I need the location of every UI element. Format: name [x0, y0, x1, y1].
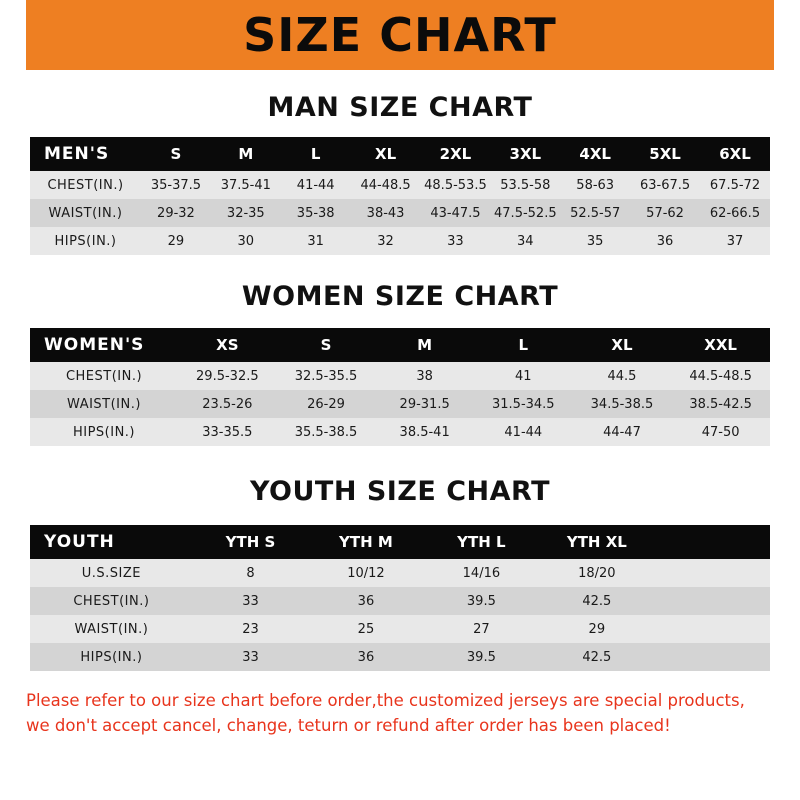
- man-col-8: 6XL: [700, 137, 770, 171]
- man-row-1-label: WAIST(IN.): [30, 199, 141, 227]
- table-row: [30, 390, 770, 418]
- man-r2-c3: 32: [351, 227, 421, 255]
- man-r2-c8: 37: [700, 227, 770, 255]
- man-r2-c2: 31: [281, 227, 351, 255]
- man-r2-c1: 30: [211, 227, 281, 255]
- man-col-6: 4XL: [560, 137, 630, 171]
- note-line-2: we don't accept cancel, change, teturn or refund after order has been placed!: [26, 715, 671, 735]
- man-size-table: [30, 137, 770, 255]
- man-col-3: XL: [351, 137, 421, 171]
- women-r2-c0: 33-35.5: [178, 418, 277, 446]
- women-r2-c2: 38.5-41: [375, 418, 474, 446]
- women-col-2: M: [375, 328, 474, 362]
- man-r1-c3: 38-43: [351, 199, 421, 227]
- women-table-wrap: [0, 328, 800, 446]
- page-title: SIZE CHART: [243, 8, 557, 62]
- women-r1-c4: 34.5-38.5: [573, 390, 672, 418]
- man-r1-c5: 47.5-52.5: [490, 199, 560, 227]
- man-r2-c6: 35: [560, 227, 630, 255]
- women-r0-c5: 44.5-48.5: [671, 362, 770, 390]
- youth-r2-c1: 25: [308, 615, 423, 643]
- women-row-0-label: CHEST(IN.): [30, 362, 178, 390]
- man-r0-c8: 67.5-72: [700, 171, 770, 199]
- table-row: [30, 418, 770, 446]
- youth-col-3: YTH XL: [539, 525, 654, 559]
- women-r0-c4: 44.5: [573, 362, 672, 390]
- man-r2-c7: 36: [630, 227, 700, 255]
- youth-r2-c3: 29: [539, 615, 654, 643]
- women-r1-c1: 26-29: [277, 390, 376, 418]
- man-r1-c6: 52.5-57: [560, 199, 630, 227]
- table-row: [30, 615, 770, 643]
- youth-corner-label: YOUTH: [30, 525, 193, 559]
- man-section-title: MAN SIZE CHART: [267, 92, 533, 123]
- note-line-1: Please refer to our size chart before order,the customized jerseys are special products,: [26, 691, 745, 710]
- table-header-row: [30, 137, 770, 171]
- women-col-5: XXL: [671, 328, 770, 362]
- youth-r1-c-blank: [655, 587, 770, 615]
- man-row-2-label: HIPS(IN.): [30, 227, 141, 255]
- women-r1-c2: 29-31.5: [375, 390, 474, 418]
- youth-r3-c0: 33: [193, 643, 308, 671]
- man-r1-c1: 32-35: [211, 199, 281, 227]
- women-r1-c3: 31.5-34.5: [474, 390, 573, 418]
- man-r1-c0: 29-32: [141, 199, 211, 227]
- youth-r1-c2: 39.5: [424, 587, 539, 615]
- women-row-1-label: WAIST(IN.): [30, 390, 178, 418]
- man-col-2: L: [281, 137, 351, 171]
- youth-r3-c-blank: [655, 643, 770, 671]
- youth-row-3-label: HIPS(IN.): [30, 643, 193, 671]
- man-col-0: S: [141, 137, 211, 171]
- youth-r3-c1: 36: [308, 643, 423, 671]
- women-r0-c2: 38: [375, 362, 474, 390]
- youth-r1-c1: 36: [308, 587, 423, 615]
- man-col-1: M: [211, 137, 281, 171]
- youth-r3-c2: 39.5: [424, 643, 539, 671]
- youth-r1-c0: 33: [193, 587, 308, 615]
- table-row: [30, 643, 770, 671]
- banner-right-spacer: [774, 0, 800, 70]
- man-col-4: 2XL: [421, 137, 491, 171]
- youth-col-0: YTH S: [193, 525, 308, 559]
- youth-r0-c-blank: [655, 559, 770, 587]
- table-row: [30, 199, 770, 227]
- man-corner-label: MEN'S: [30, 137, 141, 171]
- women-col-4: XL: [573, 328, 672, 362]
- women-r0-c3: 41: [474, 362, 573, 390]
- women-col-1: S: [277, 328, 376, 362]
- man-r2-c0: 29: [141, 227, 211, 255]
- women-r2-c5: 47-50: [671, 418, 770, 446]
- table-row: [30, 227, 770, 255]
- women-section-title: WOMEN SIZE CHART: [241, 281, 559, 312]
- man-table-wrap: [0, 137, 800, 255]
- banner-left-spacer: [0, 0, 26, 70]
- table-row: [30, 171, 770, 199]
- youth-r0-c2: 14/16: [424, 559, 539, 587]
- table-header-row: [30, 328, 770, 362]
- man-r0-c6: 58-63: [560, 171, 630, 199]
- man-r0-c2: 41-44: [281, 171, 351, 199]
- youth-row-1-label: CHEST(IN.): [30, 587, 193, 615]
- women-r1-c0: 23.5-26: [178, 390, 277, 418]
- man-row-0-label: CHEST(IN.): [30, 171, 141, 199]
- women-row-2-label: HIPS(IN.): [30, 418, 178, 446]
- man-r0-c4: 48.5-53.5: [421, 171, 491, 199]
- youth-r0-c1: 10/12: [308, 559, 423, 587]
- table-row: [30, 559, 770, 587]
- youth-r1-c3: 42.5: [539, 587, 654, 615]
- women-corner-label: WOMEN'S: [30, 328, 178, 362]
- youth-r0-c0: 8: [193, 559, 308, 587]
- women-r0-c1: 32.5-35.5: [277, 362, 376, 390]
- youth-row-0-label: U.S.SIZE: [30, 559, 193, 587]
- women-r2-c3: 41-44: [474, 418, 573, 446]
- man-r1-c7: 57-62: [630, 199, 700, 227]
- women-r1-c5: 38.5-42.5: [671, 390, 770, 418]
- women-size-table: [30, 328, 770, 446]
- man-r0-c1: 37.5-41: [211, 171, 281, 199]
- youth-col-blank: [655, 525, 770, 559]
- youth-r2-c2: 27: [424, 615, 539, 643]
- youth-r0-c3: 18/20: [539, 559, 654, 587]
- women-col-3: L: [474, 328, 573, 362]
- man-col-5: 3XL: [490, 137, 560, 171]
- order-policy-note: [0, 689, 800, 739]
- man-r0-c7: 63-67.5: [630, 171, 700, 199]
- youth-row-2-label: WAIST(IN.): [30, 615, 193, 643]
- man-r0-c3: 44-48.5: [351, 171, 421, 199]
- table-header-row: [30, 525, 770, 559]
- women-col-0: XS: [178, 328, 277, 362]
- youth-section-title: YOUTH SIZE CHART: [249, 476, 551, 507]
- man-col-7: 5XL: [630, 137, 700, 171]
- women-r2-c4: 44-47: [573, 418, 672, 446]
- man-r0-c0: 35-37.5: [141, 171, 211, 199]
- table-row: [30, 362, 770, 390]
- youth-r2-c-blank: [655, 615, 770, 643]
- man-r1-c8: 62-66.5: [700, 199, 770, 227]
- table-row: [30, 587, 770, 615]
- man-r1-c4: 43-47.5: [421, 199, 491, 227]
- women-r2-c1: 35.5-38.5: [277, 418, 376, 446]
- women-r0-c0: 29.5-32.5: [178, 362, 277, 390]
- youth-col-2: YTH L: [424, 525, 539, 559]
- man-r1-c2: 35-38: [281, 199, 351, 227]
- youth-size-table: [30, 525, 770, 671]
- youth-r2-c0: 23: [193, 615, 308, 643]
- youth-r3-c3: 42.5: [539, 643, 654, 671]
- man-r2-c4: 33: [421, 227, 491, 255]
- youth-table-wrap: [0, 525, 800, 671]
- man-r0-c5: 53.5-58: [490, 171, 560, 199]
- man-r2-c5: 34: [490, 227, 560, 255]
- youth-col-1: YTH M: [308, 525, 423, 559]
- header-banner: [0, 0, 800, 70]
